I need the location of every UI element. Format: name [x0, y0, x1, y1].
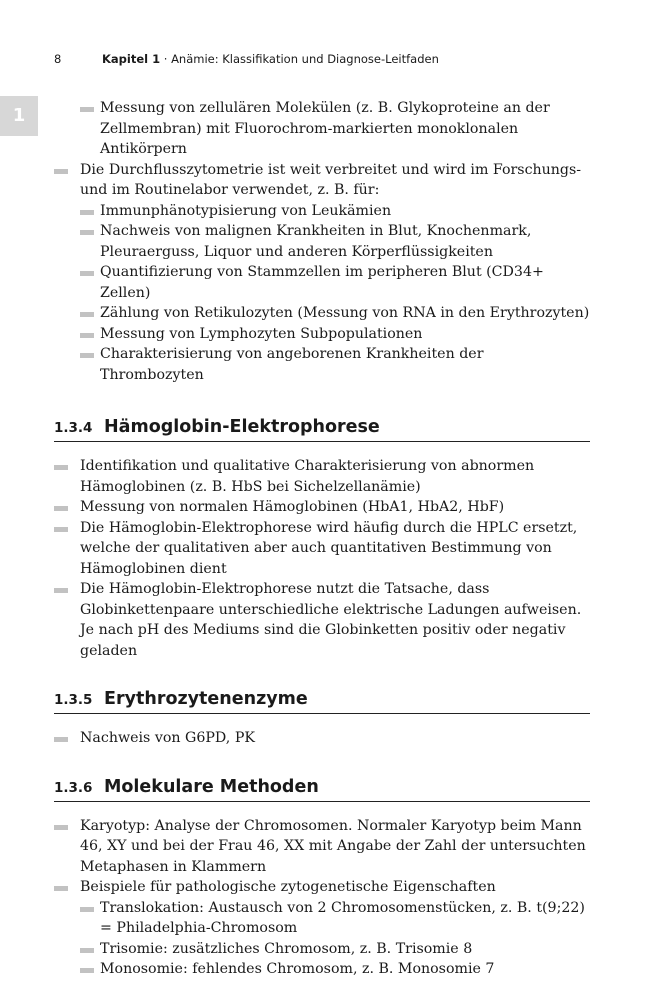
dash-bullet-icon [80, 948, 94, 953]
section-title: Erythrozytenenzyme [104, 689, 308, 709]
sub-list-item: Quantifizierung von Stammzellen im peripheren Blut (CD34+ Zellen) [80, 262, 590, 303]
dash-bullet-icon [54, 886, 68, 891]
dash-bullet-icon [54, 465, 68, 470]
list-item: Die Hämoglobin-Elektrophorese nutzt die Tatsache, dass Globinkettenpaare unterschiedliche elektrische Ladungen aufweisen. Je nach pH des Mediums sind die Globinketten positiv oder negativ geladen [54, 579, 590, 661]
dash-bullet-icon [54, 527, 68, 532]
dash-bullet-icon [54, 825, 68, 830]
sub-list-item: Trisomie: zusätzliches Chromosom, z. B. Trisomie 8 [80, 939, 590, 960]
section-molecular-methods [54, 777, 590, 980]
page-content [54, 98, 590, 980]
section-list [54, 816, 590, 980]
list-item: Messung von normalen Hämoglobinen (HbA1, HbA2, HbF) [54, 497, 590, 518]
sub-list-item: Zählung von Retikulozyten (Messung von RNA in den Erythrozyten) [80, 303, 590, 324]
list-item: Identifikation und qualitative Charakterisierung von abnormen Hämoglobinen (z. B. HbS bei Sichelzellanämie) [54, 456, 590, 497]
dash-bullet-icon [80, 107, 94, 112]
sub-list [80, 898, 590, 980]
section-title: Molekulare Methoden [104, 776, 319, 797]
list-item: Nachweis von G6PD, PK [54, 728, 590, 749]
dash-bullet-icon [80, 210, 94, 215]
dash-bullet-icon [80, 333, 94, 338]
sub-list [80, 201, 590, 386]
chapter-label: Kapitel 1 [102, 52, 161, 66]
sub-list-item: Immunphänotypisierung von Leukämien [80, 201, 590, 222]
running-header [54, 52, 614, 66]
chapter-title: Anämie: Klassifikation und Diagnose-Leitfaden [171, 52, 439, 66]
section-heading [54, 777, 590, 802]
sub-list-item: Messung von Lymphozyten Subpopulationen [80, 324, 590, 345]
dash-bullet-icon [80, 907, 94, 912]
section-title: Hämoglobin-Elektrophorese [104, 417, 380, 437]
dash-bullet-icon [54, 737, 68, 742]
dash-bullet-icon [80, 230, 94, 235]
section-erythrocyte-enzymes [54, 689, 590, 749]
sub-list-item: Translokation: Austausch von 2 Chromosomenstücken, z. B. t(9;22) = Philadelphia-Chromosom [80, 898, 590, 939]
chapter-tab: 1 [0, 96, 38, 136]
list-item: Messung von zellulären Molekülen (z. B. Glykoproteine an der Zellmembran) mit Fluorochrom-markierten monoklonalen Antikörpern [54, 98, 590, 160]
dash-bullet-icon [80, 353, 94, 358]
section-number: 1.3.6 [54, 779, 93, 796]
page-number: 8 [54, 52, 62, 66]
list-item: Karyotyp: Analyse der Chromosomen. Normaler Karyotyp beim Mann 46, XY und bei der Frau 46, XX mit Angabe der Zahl der untersuchten Metaphasen in Klammern [54, 816, 590, 878]
section-list [54, 456, 590, 661]
section-list [54, 728, 590, 749]
header-separator: · [160, 52, 172, 66]
dash-bullet-icon [80, 271, 94, 276]
dash-bullet-icon [80, 968, 94, 973]
sub-list-item: Monosomie: fehlendes Chromosom, z. B. Monosomie 7 [80, 959, 590, 980]
section-number: 1.3.4 [54, 420, 93, 436]
dash-bullet-icon [80, 312, 94, 317]
dash-bullet-icon [54, 588, 68, 593]
list-item: Die Durchflusszytometrie ist weit verbreitet und wird im Forschungs- und im Routinelabor verwendet, z. B. für: Immunphänotypisierung von Leukämien Nachweis von malignen Krankheiten in Blut, Knochenmark, Pleuraerguss, Liquor und anderen Körperflüssigkeiten Quantifizierung von Stammzellen im peripheren Blut (CD34+ Zellen) Zählung von Retikulozyten (Messung von RNA in den Erythrozyten) Messung von Lymphozyten Subpopulationen Charakterisierung von angeborenen Krankheiten der Thrombozyten [54, 160, 590, 386]
section-hemoglobin-electrophoresis [54, 417, 590, 661]
section-heading [54, 689, 590, 714]
sub-list-item: Nachweis von malignen Krankheiten in Blut, Knochenmark, Pleuraerguss, Liquor und anderen Körperflüssigkeiten [80, 221, 590, 262]
list-item: Die Hämoglobin-Elektrophorese wird häufig durch die HPLC ersetzt, welche der qualitativen aber auch quantitativen Bestimmung von Hämoglobinen dient [54, 518, 590, 580]
flow-cytometry-list [54, 160, 590, 386]
dash-bullet-icon [54, 169, 68, 174]
continued-sub-list [54, 98, 590, 160]
list-item: Beispiele für pathologische zytogenetische Eigenschaften Translokation: Austausch von 2 Chromosomenstücken, z. B. t(9;22) = Philadelphia-Chromosom Trisomie: zusätzliches Chromosom, z. B. Trisomie 8 Monosomie: fehlendes Chromosom, z. B. Monosomie 7 [54, 877, 590, 980]
section-heading [54, 417, 590, 442]
dash-bullet-icon [54, 506, 68, 511]
sub-list-item: Charakterisierung von angeborenen Krankheiten der Thrombozyten [80, 344, 590, 385]
section-number: 1.3.5 [54, 692, 93, 708]
